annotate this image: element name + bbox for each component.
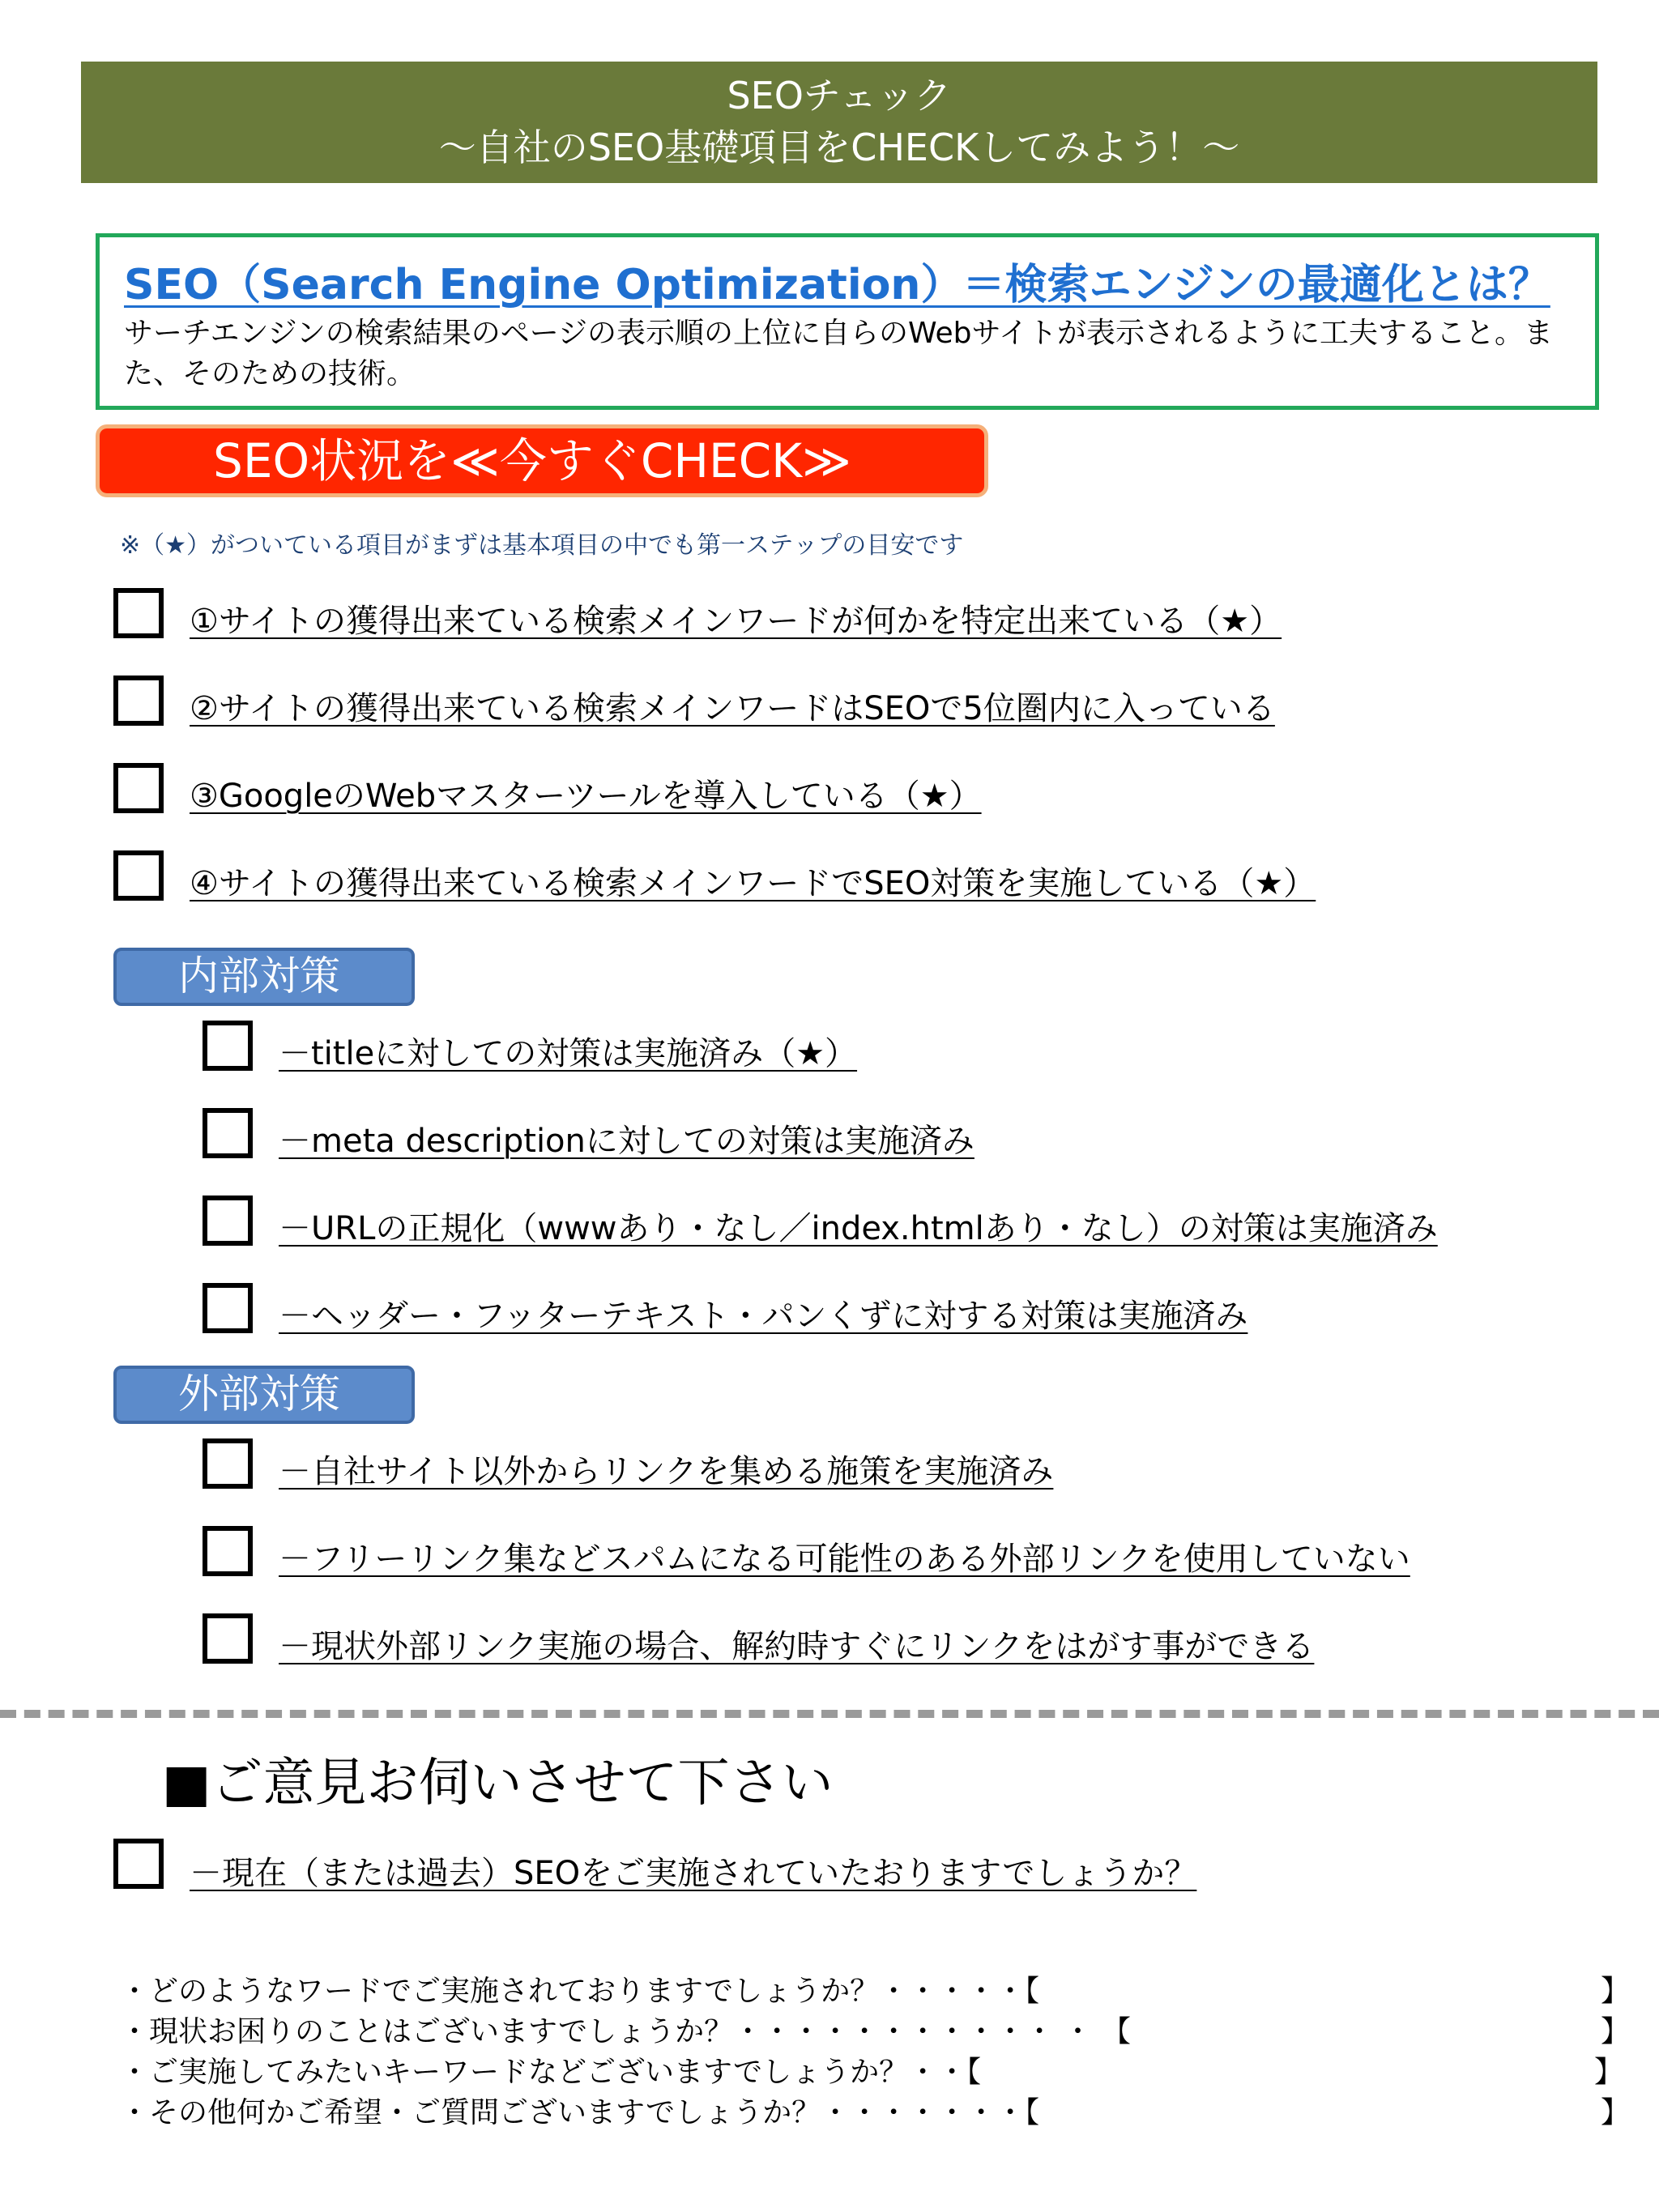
check-item-basic-2: ②サイトの獲得出来ている検索メインワードはSEOで5位圏内に入っている bbox=[190, 690, 1275, 727]
star-note: ※（★）がついている項目がまずは基本項目の中でも第一ステップの目安です bbox=[120, 531, 964, 560]
header-title: SEOチェック bbox=[727, 74, 952, 117]
close-bracket-2: 】 bbox=[1601, 2015, 1631, 2048]
checkbox-external-1[interactable] bbox=[203, 1438, 253, 1489]
section-label-internal: 内部対策 bbox=[113, 948, 415, 1006]
checkbox-internal-3[interactable] bbox=[203, 1196, 253, 1246]
check-item-internal-4: －ヘッダー・フッターテキスト・パンくずに対する対策は実施済み bbox=[279, 1298, 1248, 1335]
checkbox-internal-4[interactable] bbox=[203, 1283, 253, 1333]
check-item-internal-2: －meta descriptionに対しての対策は実施済み bbox=[279, 1123, 975, 1160]
section-divider bbox=[0, 1710, 1659, 1718]
checkbox-external-3[interactable] bbox=[203, 1613, 253, 1664]
checkbox-external-2[interactable] bbox=[203, 1526, 253, 1576]
check-item-external-3: －現状外部リンク実施の場合、解約時すぐにリンクをはがす事ができる bbox=[279, 1628, 1315, 1665]
sub-question-1: ・どのようなワードでご実施されておりますでしょうか？・・・・・【 bbox=[120, 1975, 1040, 2008]
checkbox-opinion[interactable] bbox=[113, 1839, 164, 1889]
check-item-external-2: －フリーリンク集などスパムになる可能性のある外部リンクを使用していない bbox=[279, 1541, 1410, 1578]
opinion-question: －現在（または過去）SEOをご実施されていたおりますでしょうか？ bbox=[190, 1855, 1197, 1892]
checkbox-internal-1[interactable] bbox=[203, 1021, 253, 1071]
close-bracket-4: 】 bbox=[1601, 2096, 1631, 2129]
check-item-basic-3: ③GoogleのWebマスターツールを導入している（★） bbox=[190, 778, 982, 815]
header-subtitle: ～自社のSEO基礎項目をCHECKしてみよう！～ bbox=[438, 126, 1240, 169]
seo-definition-box bbox=[96, 233, 1599, 410]
check-item-internal-1: －titleに対しての対策は実施済み（★） bbox=[279, 1035, 858, 1072]
checkbox-basic-3[interactable] bbox=[113, 763, 164, 813]
seo-definition-body: サーチエンジンの検索結果のページの表示順の上位に自らのWebサイトが表示されるように工夫すること。また、そのための技術。 bbox=[124, 317, 1554, 390]
sub-question-2: ・現状お困りのことはございますでしょうか？・・・・・・・・・・・ ・ 【 bbox=[120, 2015, 1131, 2048]
close-bracket-3: 】 bbox=[1594, 2056, 1624, 2089]
check-item-basic-1: ①サイトの獲得出来ている検索メインワードが何かを特定出来ている（★） bbox=[190, 603, 1282, 640]
checkbox-basic-2[interactable] bbox=[113, 676, 164, 726]
checkbox-basic-1[interactable] bbox=[113, 588, 164, 638]
checkbox-basic-4[interactable] bbox=[113, 850, 164, 901]
header-banner bbox=[81, 62, 1597, 183]
check-item-external-1: －自社サイト以外からリンクを集める施策を実施済み bbox=[279, 1453, 1054, 1490]
close-bracket-1: 】 bbox=[1601, 1975, 1631, 2008]
check-now-banner: SEO状況を≪今すぐCHECK≫ bbox=[96, 424, 988, 497]
seo-definition-title: SEO（Search Engine Optimization）＝検索エンジンの最適化とは？ bbox=[124, 261, 1550, 309]
check-item-basic-4: ④サイトの獲得出来ている検索メインワードでSEO対策を実施している（★） bbox=[190, 865, 1316, 902]
check-item-internal-3: －URLの正規化（wwwあり・なし／index.htmlあり・なし）の対策は実施済み bbox=[279, 1210, 1438, 1247]
section-label-external: 外部対策 bbox=[113, 1366, 415, 1424]
sub-question-4: ・その他何かご希望・ご質問ございますでしょうか？・・・・・・・【 bbox=[120, 2096, 1040, 2129]
sub-question-3: ・ご実施してみたいキーワードなどございますでしょうか？・・【 bbox=[120, 2056, 982, 2089]
checkbox-internal-2[interactable] bbox=[203, 1108, 253, 1158]
opinion-title: ■ご意見お伺いさせて下さい bbox=[162, 1754, 834, 1813]
